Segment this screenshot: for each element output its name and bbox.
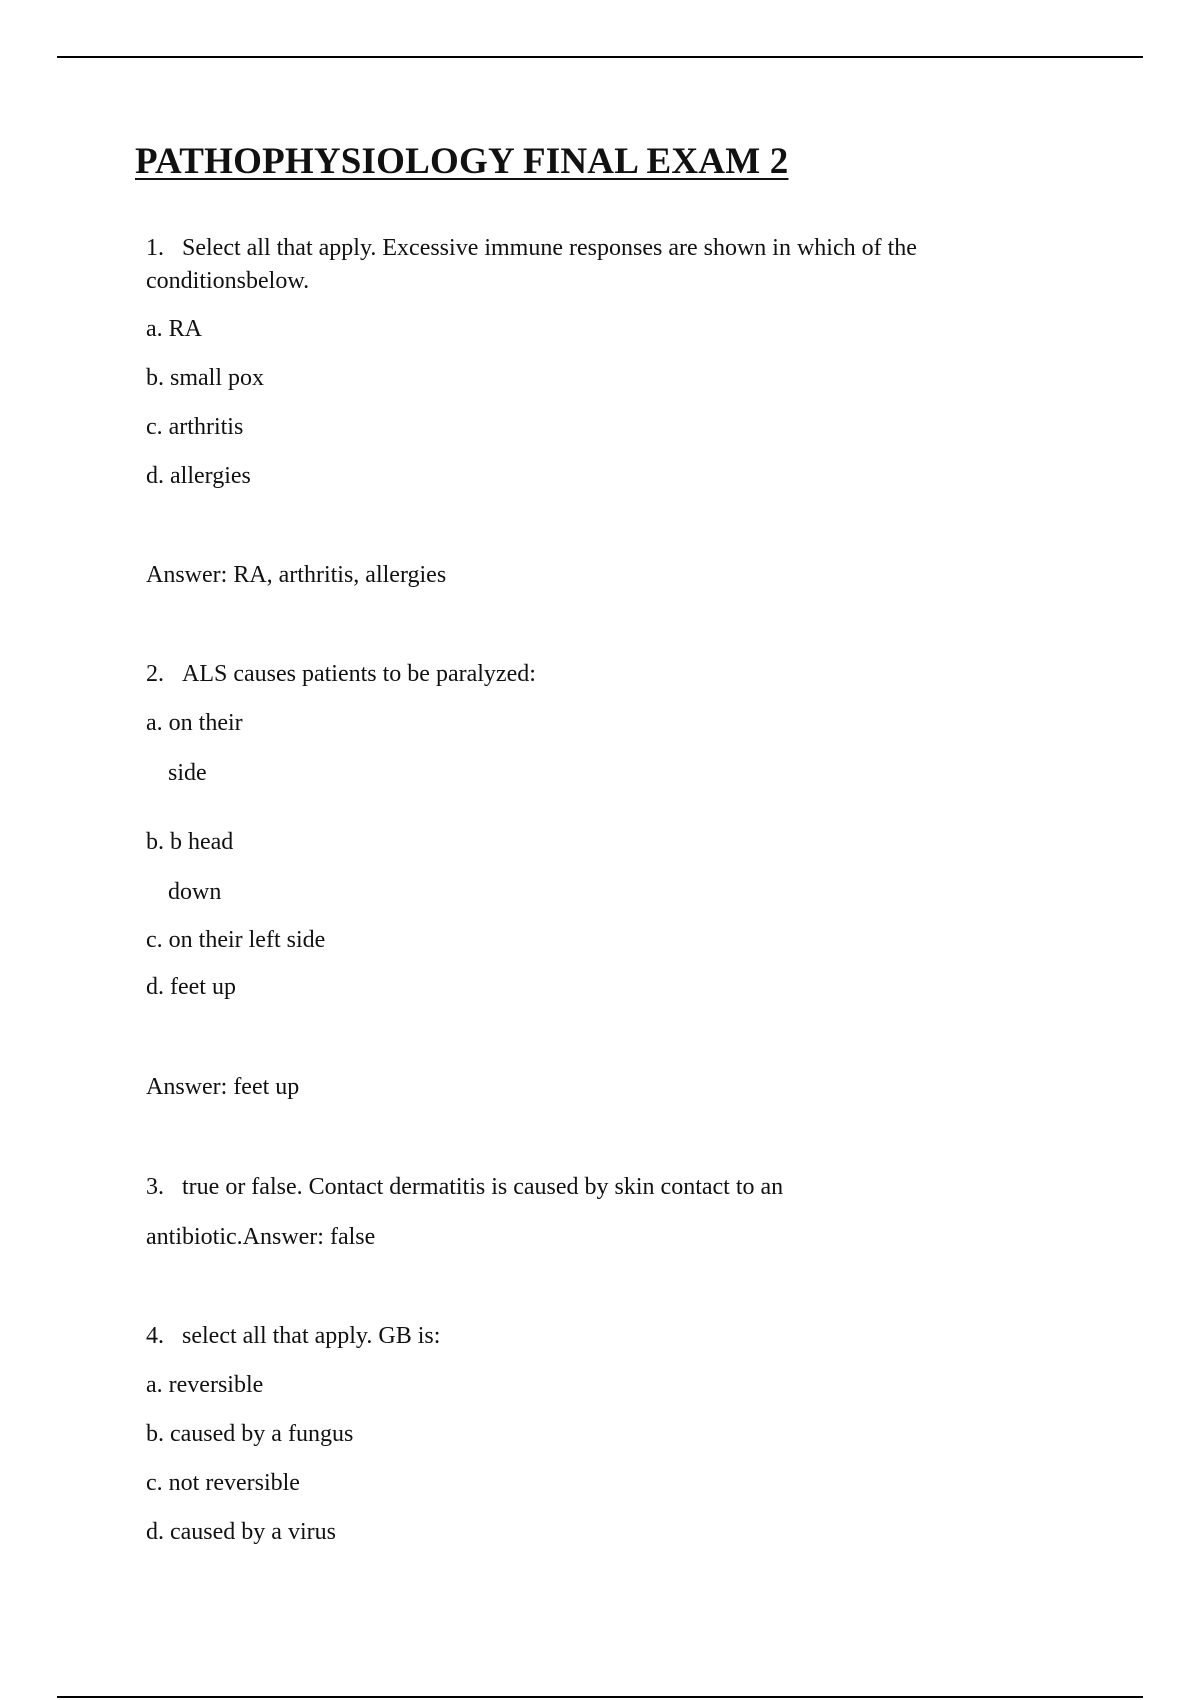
question-1-option-b: b. small pox [146, 365, 264, 391]
footer-rule [57, 1696, 1143, 1698]
question-3-number: 3. [146, 1174, 164, 1200]
question-2-option-c: c. on their left side [146, 927, 326, 953]
question-4-option-b: b. caused by a fungus [146, 1421, 354, 1447]
question-2-option-b: b. b head [146, 829, 234, 855]
question-2-option-a: a. on their [146, 710, 243, 736]
question-4-option-d: d. caused by a virus [146, 1519, 336, 1545]
question-4-option-c: c. not reversible [146, 1470, 300, 1496]
question-4-text: 4. select all that apply. GB is: [146, 1320, 440, 1352]
question-4-number: 4. [146, 1323, 164, 1349]
question-1-option-c: c. arthritis [146, 414, 244, 440]
question-1-text-cont: conditionsbelow. [146, 268, 310, 294]
question-1-number: 1. [146, 235, 164, 261]
question-2-option-d: d. feet up [146, 974, 236, 1000]
question-1-option-d: d. allergies [146, 463, 251, 489]
page-title: PATHOPHYSIOLOGY FINAL EXAM 2 [135, 141, 789, 182]
question-3-text-cont: antibiotic.Answer: false [146, 1224, 376, 1250]
header-rule [57, 56, 1143, 58]
question-4-option-a: a. reversible [146, 1372, 264, 1398]
question-2-option-a-cont: side [168, 760, 207, 786]
question-3-text: 3. true or false. Contact dermatitis is caused by skin contact to an [146, 1171, 783, 1203]
question-2-number: 2. [146, 661, 164, 687]
question-2-answer: Answer: feet up [146, 1074, 300, 1100]
question-1-text: 1. Select all that apply. Excessive immune responses are shown in which of the [146, 232, 917, 264]
question-1-answer: Answer: RA, arthritis, allergies [146, 562, 447, 588]
question-1-option-a: a. RA [146, 316, 202, 342]
question-2-option-b-cont: down [168, 879, 222, 905]
question-2-text: 2. ALS causes patients to be paralyzed: [146, 658, 536, 690]
